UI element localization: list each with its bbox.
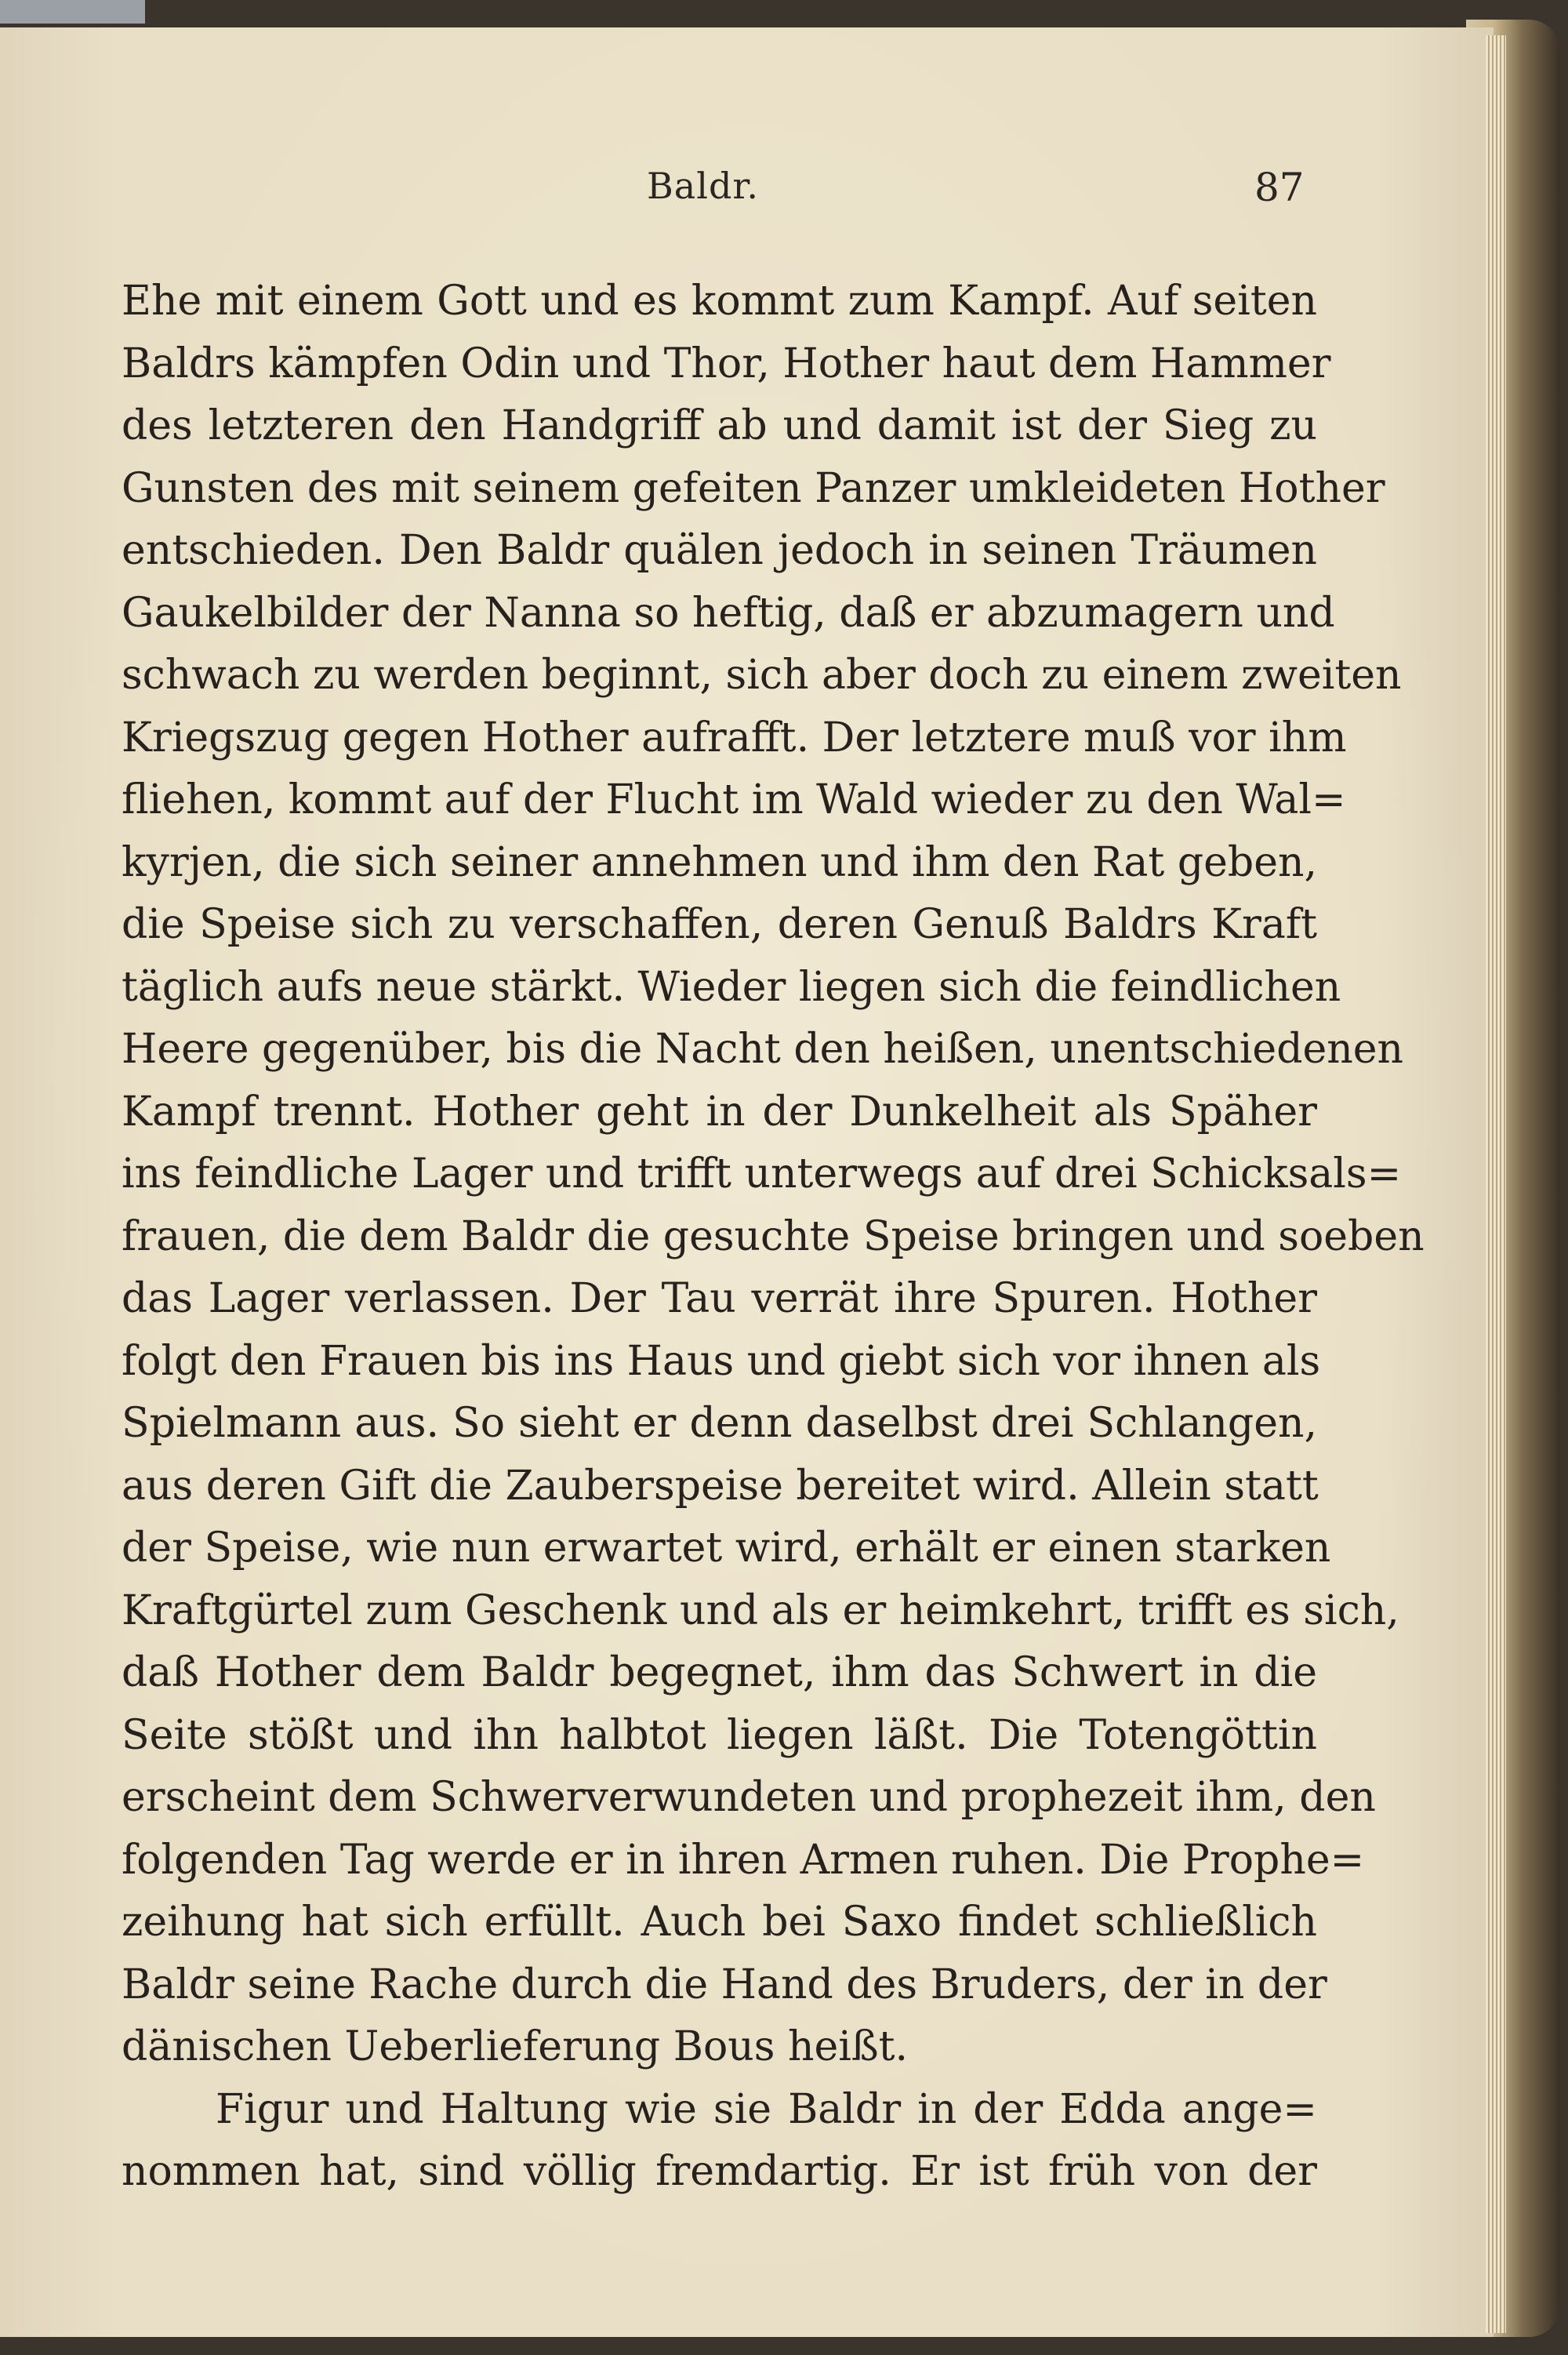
text-line: nommen hat, sind völlig fremdartig. Er ist früh von der [122,2148,1317,2195]
page-number: 87 [1254,165,1305,210]
body-text [122,271,1425,2204]
text-line: Kampf trennt. Hother geht in der Dunkelheit als Späher [122,1088,1317,1136]
text-line: zeihung hat sich erfüllt. Auch bei Saxo findet schließlich [122,1899,1317,1946]
text-line: Kraftgürtel zum Geschenk und als er heimkehrt, trifft es sich, [122,1586,1399,1634]
text-line: entschieden. Den Baldr quälen jedoch in seinen Träumen [122,527,1317,574]
text-line: folgenden Tag werde er in ihren Armen ruhen. Die Prophe= [122,1836,1365,1884]
text-line: Kriegszug gegen Hother aufrafft. Der letztere muß vor ihm [122,714,1347,761]
text-line: aus deren Gift die Zauberspeise bereitet wird. Allein statt [122,1462,1319,1510]
running-head [0,165,1494,212]
text-line: Gunsten des mit seinem gefeiten Panzer umkleideten Hother [122,464,1385,512]
text-line: ins feindliche Lager und trifft unterwegs auf drei Schicksals= [122,1150,1402,1197]
page-stack-edge [1486,35,1506,2333]
text-line: das Lager verlassen. Der Tau verrät ihre Spuren. Hother [122,1275,1317,1322]
running-head-title: Baldr. [647,165,759,207]
text-line: erscheint dem Schwerverwundeten und prophezeit ihm, den [122,1774,1376,1821]
text-line: Spielmann aus. So sieht er denn daselbst drei Schlangen, [122,1400,1317,1447]
text-line: dänischen Ueberlieferung Bous heißt. [122,2023,909,2070]
text-line: Baldrs kämpfen Odin und Thor, Hother haut dem Hammer [122,340,1331,387]
text-line: kyrjen, die sich seiner annehmen und ihm den Rat geben, [122,838,1317,886]
text-line: Seite stößt und ihn halbtot liegen läßt. Die Totengöttin [122,1711,1317,1759]
text-line: Baldr seine Rache durch die Hand des Bruders, der in der [122,1961,1327,2008]
text-line: täglich aufs neue stärkt. Wieder liegen sich die feindlichen [122,963,1341,1011]
text-line: schwach zu werden beginnt, sich aber doch zu einem zweiten [122,652,1402,699]
text-line: daß Hother dem Baldr begegnet, ihm das Schwert in die [122,1649,1317,1696]
text-line: die Speise sich zu verschaffen, deren Genuß Baldrs Kraft [122,901,1317,948]
text-line: Ehe mit einem Gott und es kommt zum Kampf. Auf seiten [122,278,1317,325]
text-line: Heere gegenüber, bis die Nacht den heißen, unentschiedenen [122,1026,1404,1073]
text-line: folgt den Frauen bis ins Haus und giebt sich vor ihnen als [122,1337,1321,1385]
text-line: der Speise, wie nun erwartet wird, erhält er einen starken [122,1525,1331,1572]
text-line: des letzteren den Handgriff ab und damit ist der Sieg zu [122,402,1317,449]
scan-corner-mark [0,0,145,24]
text-line: fliehen, kommt auf der Flucht im Wald wieder zu den Wal= [122,776,1346,823]
text-line: Gaukelbilder der Nanna so heftig, daß er abzumagern und [122,589,1335,637]
text-line: Figur und Haltung wie sie Baldr in der Edda ange= [216,2085,1317,2133]
text-line: frauen, die dem Baldr die gesuchte Speise bringen und soeben [122,1212,1425,1260]
